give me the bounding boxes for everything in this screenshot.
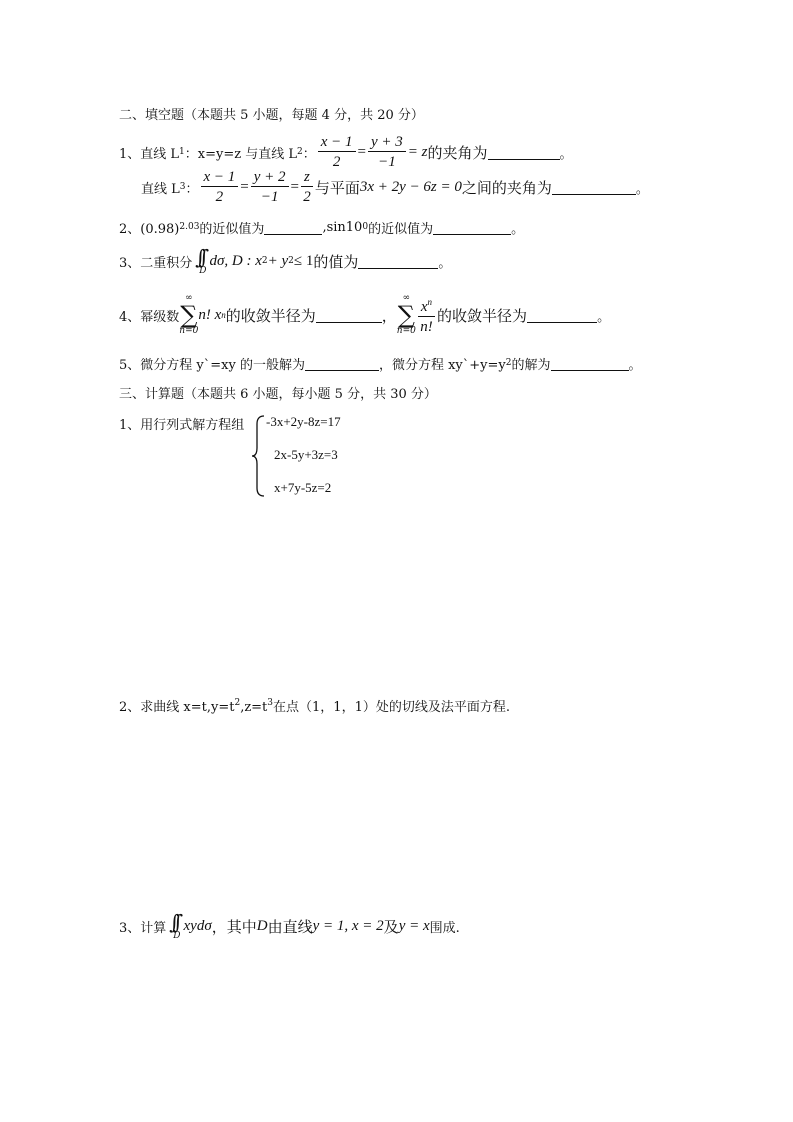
question-2-2 [119,216,524,238]
q3-3-mid1: 其中 [226,917,257,936]
q4-prefix: 4、幂级数 [119,309,180,325]
answer-blank-2a[interactable] [264,220,322,235]
l3-fraction-3 [301,168,313,207]
q3-2-tail: 在点（1，1，1）处的切线及法平面方程. [273,700,510,715]
q1-line2-tail: 与平面 [314,178,360,197]
q3-exp2: 2 [288,256,294,266]
answer-blank-3[interactable] [358,254,438,269]
section-2-heading: 二、填空题（本题共 5 小题，每题 4 分，共 20 分） [119,108,424,123]
equation-2: 2x-5y+3z=3 [274,447,338,462]
l2-fraction-1 [318,133,356,172]
q5-mid: ，微分方程 xy`+y=y [378,357,506,373]
q1-tail: 的夹角为 [427,143,488,162]
question-3-3 [119,906,460,946]
l3-fraction-2-denominator: −1 [260,188,279,205]
equation-3: x+7y-5z=2 [274,480,332,495]
period: 。 [438,255,452,271]
question-2-1-line-1 [119,132,573,172]
q3-expression: dσ, D : x [209,252,262,269]
q4-term1-exp: n [221,310,226,320]
l2-fraction-2-denominator: −1 [378,153,396,170]
q3-3-tail: 围成. [429,920,460,936]
question-2-4 [119,293,610,337]
l1-subscript: 1 [179,147,185,157]
sum-1-upper: ∞ [185,293,193,303]
l2-fraction-2 [368,133,406,172]
question-2-1-line-2 [141,167,649,207]
plane-equation: 3x + 2y − 6z = 0 [359,178,462,195]
q1-line2-prefix: 直线 L [141,181,180,197]
q4-tail: 的收敛半径为 [437,306,528,325]
sigma-icon: ∑ [397,301,415,329]
period: 。 [511,221,525,237]
q3-2-prefix: 2、求曲线 x=t,y=t [119,700,235,715]
period: 。 [559,146,573,162]
question-3-1-prefix: 1、用行列式解方程组 [119,418,245,433]
q2-sin: ,sin10 [322,219,363,235]
q3-3-mid3: 及 [383,917,399,936]
q1-l1-text: ：x=y=z 与直线 L [184,146,297,162]
q1-line2-colon: ： [185,181,199,197]
q5-prefix: 5、微分方程 y`=xy 的一般解为 [119,357,305,373]
answer-blank-4b[interactable] [527,308,597,323]
q4-num-exp: n [427,297,433,307]
integral-region-D: D [199,265,207,276]
l3-subscript: 3 [179,182,186,192]
l3-fraction-1-denominator: 2 [215,188,224,205]
period: 。 [635,181,649,197]
q1-colon: ： [302,146,316,162]
q4-comma: ， [381,306,397,325]
q2-tail: 的近似值为 [368,221,434,237]
q5-tail: 的解为 [511,357,551,373]
q4-fraction [418,293,435,337]
l3-fraction-1 [201,168,239,207]
l3-fraction-3-denominator: 2 [303,188,311,205]
l3-fraction-2-numerator: y + 2 [251,168,289,187]
q3-2-exp1: 2 [234,698,241,708]
l3-fraction-1-numerator: x − 1 [201,168,239,187]
double-integral-sign: ∫∫ [169,909,177,934]
q3-3-cond1: y = 1, x = 2 [312,917,384,934]
equals-sign: = [240,178,249,195]
period: 。 [628,357,642,373]
question-3-2 [119,696,510,715]
question-2-3 [119,244,451,278]
answer-blank-4a[interactable] [316,308,382,323]
q2-mid: 的近似值为 [199,221,265,237]
l2-fraction-1-denominator: 2 [332,153,341,170]
double-integral [169,909,181,941]
sum-2-upper: ∞ [402,293,411,303]
q4-num-x: x [420,299,428,315]
q3-3-cond2: y = x [398,917,430,934]
integral-region-D: D [173,930,181,941]
q3-3-prefix: 3、计算 [119,920,167,936]
q2-sin-exponent: 0 [362,222,369,232]
q1-prefix: 1、直线 L [119,146,180,162]
answer-blank-1a[interactable] [488,145,560,160]
sum-2-lower: n=0 [396,326,416,336]
left-brace-icon [250,414,266,498]
q4-term1: n! x [198,306,222,323]
sigma-icon: ∑ [180,301,198,329]
q3-3-D: D [256,917,268,934]
answer-blank-5b[interactable] [551,356,629,371]
l2-z: = z [407,143,428,160]
q4-fraction-numerator [418,293,435,317]
q3-plus: + y [267,252,289,269]
q3-prefix: 3、二重积分 [119,255,193,271]
section-3-heading: 三、计算题（本题共 6 小题，每小题 5 分，共 30 分） [119,387,437,402]
summation-2 [397,294,416,336]
q3-2-mid: ,z=t [240,700,268,715]
equals-sign: = [290,178,300,195]
l2-fraction-1-numerator: x − 1 [318,133,356,152]
q3-le: ≤ 1 [293,252,314,269]
l2-subscript: 2 [297,147,303,157]
double-integral-sign: ∫∫ [195,244,203,269]
answer-blank-1b[interactable] [552,180,636,195]
l3-fraction-2 [251,168,289,207]
q2-exponent: 2.03 [179,222,200,232]
q3-3-comma: ， [211,917,227,936]
period: 。 [597,309,611,325]
l3-fraction-3-numerator: z [301,168,313,187]
equals-sign: = [357,143,366,160]
sum-1-lower: n=0 [179,326,199,336]
answer-blank-5a[interactable] [305,356,379,371]
q4-mid: 的收敛半径为 [225,306,316,325]
equation-1: -3x+2y-8z=17 [266,414,341,429]
q3-exp1: 2 [261,256,268,266]
question-2-5 [119,352,642,374]
q2-prefix: 2、(0.98) [119,221,180,237]
double-integral [195,244,207,276]
q3-2-exp2: 3 [267,698,274,708]
answer-blank-2b[interactable] [433,220,511,235]
summation-1 [179,294,198,336]
q3-3-mid2: 由直线 [267,917,313,936]
q5-mid-exp: 2 [505,358,512,368]
q1-line2-end: 之间的夹角为 [461,178,552,197]
q3-tail: 的值为 [313,252,359,271]
q3-3-integrand: xydσ [183,917,212,934]
q4-fraction-denominator: n! [420,319,433,335]
l2-fraction-2-numerator: y + 3 [368,133,406,152]
